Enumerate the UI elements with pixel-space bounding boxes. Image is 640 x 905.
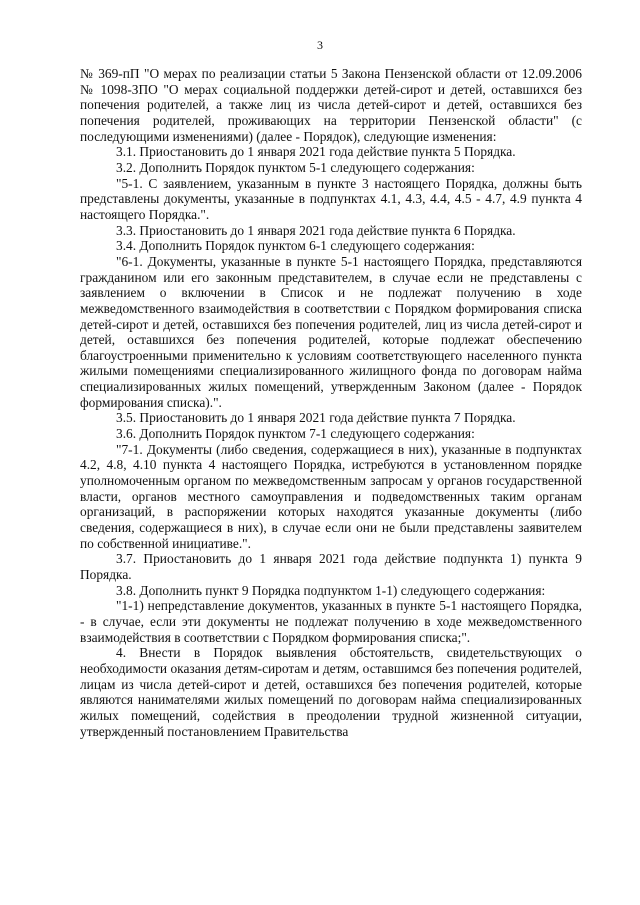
paragraph-p3-4: 3.4. Дополнить Порядок пунктом 6-1 следующего содержания: (116, 238, 475, 254)
paragraph-q1-1: "1-1) непредставление документов, указанных в пункте 5-1 настоящего Порядка, - в случае, если эти документы не подлежат получению в ходе межведомственного взаимодействия в соответствии с Порядком формирования списка;". (80, 598, 582, 645)
paragraph-q7-1: "7-1. Документы (либо сведения, содержащиеся в них), указанные в подпунктах 4.2, 4.8, 4.10 пункта 4 настоящего Порядка, истребуются в установленном порядке уполномоченным органом по межведомственным запросам у органов государственной власти, органов местного самоуправления и подведомственных таким органам организаций, в распоряжении которых находятся указанные документы (либо сведения, содержащиеся в них), в случае если они не были представлены заявителем по собственной инициативе.". (80, 441, 582, 551)
page-number: 3 (317, 38, 323, 52)
paragraph-q5-1: "5-1. С заявлением, указанным в пункте 3 настоящего Порядка, должны быть представлены документы, указанные в подпунктах 4.1, 4.3, 4.4, 4.5 - 4.7, 4.9 пункта 4 настоящего Порядка.". (80, 175, 582, 222)
paragraph-p3-8: 3.8. Дополнить пункт 9 Порядка подпунктом 1-1) следующего содержания: (116, 582, 546, 598)
paragraph-p4: 4. Внести в Порядок выявления обстоятельств, свидетельствующих о необходимости оказания детям-сиротам и детям, оставшимся без попечения родителей, лицам из числа детей-сирот и детей, оставшихся без попечения родителей, которые являются нанимателями жилых помещений по договорам найма специализированных жилых помещений, содействия в преодолении трудной жизненной ситуации, утвержденный постановлением Правительства (80, 645, 582, 739)
paragraph-intro: № 369-пП "О мерах по реализации статьи 5 Закона Пензенской области от 12.09.2006 № 1098-ЗПО "О мерах социальной поддержки детей-сирот и детей, оставшихся без попечения родителей, а также лиц из числа детей-сирот и детей, оставшихся без попечения родителей, проживающих на территории Пензенской области" (с последующими изменениями) (далее - Порядок), следующие изменения: (80, 66, 582, 144)
paragraph-p3-7: 3.7. Приостановить до 1 января 2021 года действие подпункта 1) пункта 9 Порядка. (80, 551, 582, 582)
paragraph-p3-1: 3.1. Приостановить до 1 января 2021 года действие пункта 5 Порядка. (116, 144, 516, 160)
paragraph-p3-3: 3.3. Приостановить до 1 января 2021 года действие пункта 6 Порядка. (116, 222, 516, 238)
paragraph-p3-2: 3.2. Дополнить Порядок пунктом 5-1 следующего содержания: (116, 159, 475, 175)
document-body (80, 0, 582, 739)
paragraph-q6-1: "6-1. Документы, указанные в пункте 5-1 настоящего Порядка, представляются гражданином или его законным представителем, в случае если не представлены с заявлением о включении в Список и не подлежат получению в ходе межведомственного взаимодействия в соответствии с Порядком формирования списка детей-сирот и детей, оставшихся без попечения родителей, лиц из числа детей-сирот и детей, оставшихся без попечения родителей, которые подлежат обеспечению благоустроенными применительно к условиям соответствующего населенного пункта жилыми помещениями специализированного жилищного фонда по договорам найма специализированных жилых помещений, утвержденным Законом (далее - Порядок формирования списка).". (80, 253, 582, 410)
paragraph-p3-5: 3.5. Приостановить до 1 января 2021 года действие пункта 7 Порядка. (116, 410, 516, 426)
paragraph-p3-6: 3.6. Дополнить Порядок пунктом 7-1 следующего содержания: (116, 426, 475, 442)
